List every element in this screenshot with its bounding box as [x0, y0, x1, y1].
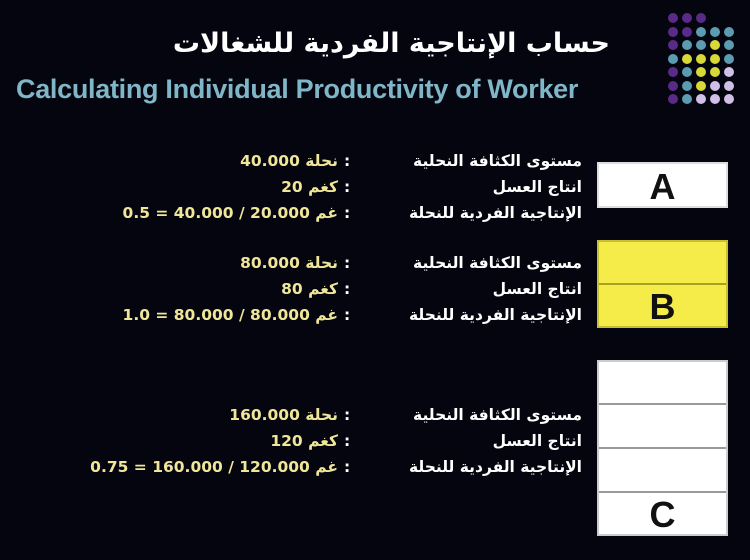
colon-separator: : — [344, 432, 351, 450]
decorative-dot — [668, 54, 678, 64]
decorative-dot — [682, 13, 692, 23]
decorative-dot — [668, 13, 678, 23]
box-c — [597, 360, 728, 536]
colon-separator: : — [344, 406, 351, 424]
label-honey-production: انتاج العسل — [492, 178, 582, 196]
box-b-cell-top — [599, 242, 726, 285]
value-honey-production: 80 كغم — [281, 280, 338, 298]
label-honey-production: انتاج العسل — [492, 280, 582, 298]
value-honey-production: 20 كغم — [281, 178, 338, 196]
box-b — [597, 240, 728, 328]
value-individual-productivity: 1.0 = 80.000 / 80.000 غم — [122, 306, 338, 324]
decorative-dot — [724, 67, 734, 77]
label-bee-density: مستوى الكثافة النحلية — [413, 406, 582, 424]
decorative-dot — [682, 54, 692, 64]
decorative-dot — [682, 27, 692, 37]
colon-separator: : — [344, 152, 351, 170]
colon-separator: : — [344, 458, 351, 476]
decorative-dot — [710, 67, 720, 77]
box-b-label: B — [649, 286, 676, 327]
value-honey-production: 120 كغم — [270, 432, 338, 450]
box-c-cell-1 — [599, 362, 726, 405]
box-a-label: A — [649, 166, 676, 207]
decorative-dot — [724, 94, 734, 104]
value-individual-productivity: 0.75 = 160.000 / 120.000 غم — [90, 458, 338, 476]
decorative-dot — [682, 94, 692, 104]
label-honey-production: انتاج العسل — [492, 432, 582, 450]
decorative-dot — [668, 27, 678, 37]
label-individual-productivity: الإنتاجية الفردية للنحلة — [409, 458, 582, 476]
colon-separator: : — [344, 178, 351, 196]
decorative-dot — [696, 40, 706, 50]
decorative-dot — [696, 94, 706, 104]
title-english: Calculating Individual Productivity of Worker — [16, 74, 579, 104]
value-individual-productivity: 0.5 = 40.000 / 20.000 غم — [122, 204, 338, 222]
label-individual-productivity: الإنتاجية الفردية للنحلة — [409, 204, 582, 222]
value-bee-density: 40.000 نحلة — [240, 152, 338, 170]
decorative-dot — [682, 81, 692, 91]
decorative-dot — [710, 27, 720, 37]
value-bee-density: 80.000 نحلة — [240, 254, 338, 272]
decorative-dot — [710, 81, 720, 91]
box-c-cell-3 — [599, 449, 726, 493]
decorative-dot — [696, 67, 706, 77]
decorative-dot — [710, 94, 720, 104]
decorative-dot — [710, 40, 720, 50]
decorative-dot-grid — [664, 10, 742, 110]
decorative-dot — [696, 54, 706, 64]
label-individual-productivity: الإنتاجية الفردية للنحلة — [409, 306, 582, 324]
decorative-dot — [668, 40, 678, 50]
decorative-dot — [724, 27, 734, 37]
colon-separator: : — [344, 306, 351, 324]
value-bee-density: 160.000 نحلة — [229, 406, 338, 424]
decorative-dot — [710, 54, 720, 64]
decorative-dot — [696, 13, 706, 23]
box-c-label: C — [649, 494, 676, 535]
decorative-dot — [696, 27, 706, 37]
decorative-dot — [682, 67, 692, 77]
decorative-dot — [724, 81, 734, 91]
label-bee-density: مستوى الكثافة النحلية — [413, 152, 582, 170]
decorative-dot — [724, 40, 734, 50]
decorative-dot — [724, 54, 734, 64]
decorative-dot — [668, 94, 678, 104]
decorative-dot — [668, 81, 678, 91]
decorative-dot — [696, 81, 706, 91]
decorative-dot — [668, 67, 678, 77]
colon-separator: : — [344, 254, 351, 272]
colon-separator: : — [344, 280, 351, 298]
decorative-dot — [682, 40, 692, 50]
colon-separator: : — [344, 204, 351, 222]
label-bee-density: مستوى الكثافة النحلية — [413, 254, 582, 272]
box-a — [597, 162, 728, 208]
title-arabic: حساب الإنتاجية الفردية للشغالات — [172, 28, 610, 59]
box-c-cell-2 — [599, 405, 726, 449]
